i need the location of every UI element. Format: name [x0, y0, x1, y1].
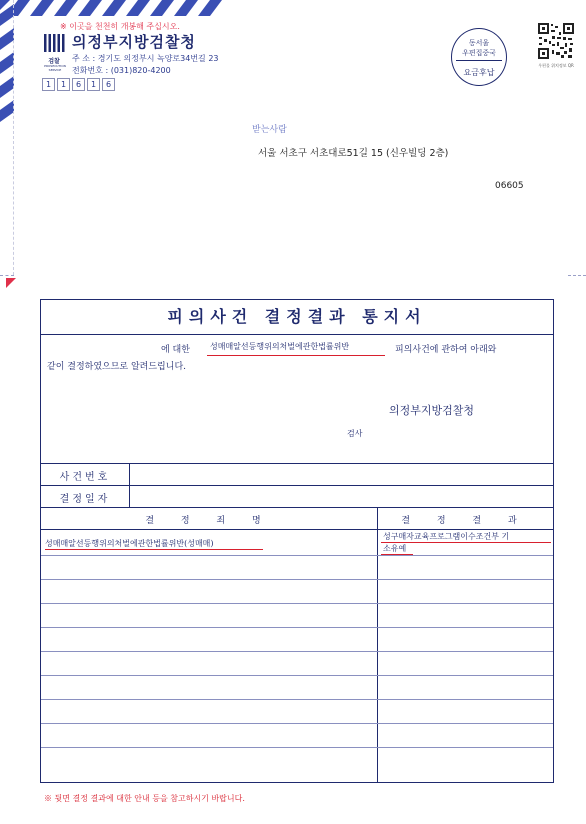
- table-row-line: [41, 699, 553, 700]
- postage-stamp: [451, 28, 507, 86]
- notice-form: [40, 299, 554, 783]
- qr-caption: 우편물 위치정보 QR: [538, 63, 574, 68]
- charge-underline: [45, 549, 263, 550]
- charge-value: 성매매알선등행위의처벌에관한법률위반(성매매): [45, 539, 214, 548]
- result-underline: [381, 542, 551, 543]
- airmail-stripe-left: [0, 0, 14, 130]
- table-row-line: [41, 603, 553, 604]
- zip-digit: 1: [42, 78, 55, 91]
- intro-prefix: 에 대한: [161, 345, 190, 355]
- sender-phone: 전화번호 : (031)820-4200: [72, 66, 171, 75]
- fold-marker-icon: [6, 278, 16, 288]
- rule: [41, 507, 553, 508]
- stamp-line1: 동서울: [468, 39, 490, 47]
- table-row-line: [41, 747, 553, 748]
- intro-line2: 같이 결정하였으므로 알려드립니다.: [47, 362, 186, 372]
- sender-office-name: 의정부지방검찰청: [72, 33, 196, 51]
- rule: [41, 529, 553, 530]
- back-page-note: ※ 뒷면 결정 결과에 대한 안내 등을 참고하시기 바랍니다.: [44, 794, 245, 803]
- stamp-line2: 우편집중국: [462, 49, 496, 57]
- decision-date-label: 결정일자: [59, 494, 111, 505]
- intro-suffix: 피의사건에 관하여 아래와: [395, 345, 497, 355]
- stamp-line3: 요금후납: [463, 68, 495, 77]
- issuing-office: 의정부지방검찰청: [389, 404, 475, 417]
- logo-bars-icon: [42, 32, 66, 54]
- zip-digit: 6: [72, 78, 85, 91]
- fold-line-left: [0, 275, 14, 276]
- logo-sub-label: PROSECUTION SERVICE: [44, 64, 66, 72]
- table-row-line: [41, 555, 553, 556]
- qr-code-icon: [537, 22, 575, 60]
- fold-line-right: [568, 275, 586, 276]
- charge-column-header: 결 정 죄 명: [145, 516, 273, 526]
- sender-address: 주 소 : 경기도 의정부시 녹양로34번길 23: [72, 54, 219, 63]
- zip-digit: 6: [102, 78, 115, 91]
- case-number-label: 사건번호: [59, 472, 111, 483]
- label-divider: [129, 463, 130, 507]
- table-row-line: [41, 675, 553, 676]
- notice-title: 피의사건 결정결과 통지서: [167, 307, 427, 326]
- stamp-divider: [456, 60, 502, 61]
- prosecution-logo: [42, 32, 66, 72]
- offense-underline: [207, 355, 385, 356]
- opening-instruction: ※ 이곳을 천천히 개봉해 주십시오.: [60, 22, 180, 31]
- logo-label: 검찰: [48, 58, 60, 65]
- table-row-line: [41, 579, 553, 580]
- recipient-zip: 06605: [495, 181, 524, 191]
- column-divider: [377, 507, 378, 782]
- zip-digit: 1: [87, 78, 100, 91]
- rule: [41, 463, 553, 464]
- result-value-line1: 성구매자교육프로그램이수조건부 기: [383, 532, 510, 541]
- recipient-address: 서울 서초구 서초대로51길 15 (신우빌딩 2층): [258, 148, 449, 159]
- envelope-fold-guide: [13, 0, 14, 275]
- zip-digit: 1: [57, 78, 70, 91]
- recipient-label: 받는사람: [252, 125, 287, 135]
- result-column-header: 결 정 결 과: [401, 516, 529, 526]
- airmail-stripe-top: [0, 0, 225, 16]
- prosecutor-label: 검사: [347, 429, 363, 438]
- table-row-line: [41, 723, 553, 724]
- title-divider: [41, 334, 553, 335]
- table-row-line: [41, 627, 553, 628]
- result-value-line2: 소유예: [383, 544, 407, 553]
- sender-zip-boxes: [42, 78, 115, 91]
- table-row-line: [41, 651, 553, 652]
- rule: [41, 485, 553, 486]
- offense-inline: 성매매알선등행위의처벌에관한법률위반: [210, 342, 350, 351]
